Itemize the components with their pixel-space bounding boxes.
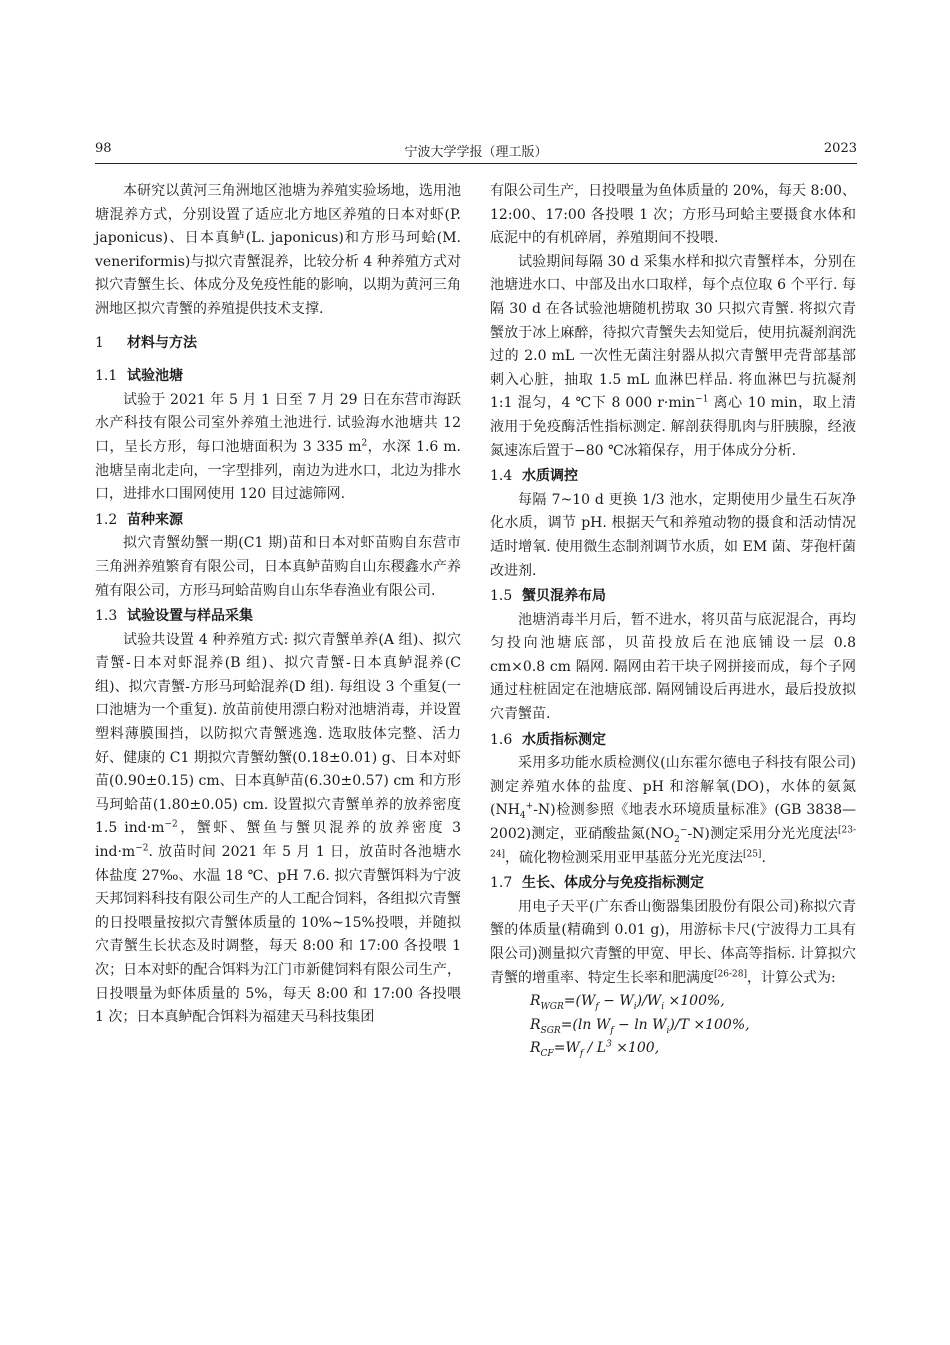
text-run: =(ln W [560,1016,611,1033]
text-run: =(W [563,993,596,1010]
formula-wgr [490,990,856,1014]
subscript: SGR [540,1025,561,1036]
section-1-6-heading [490,729,856,753]
text-run: R [530,993,541,1010]
section-1-1-paragraph [95,389,461,507]
subscript: CF [540,1049,554,1060]
section-1-heading [95,332,461,356]
text-run: -N)测定采用分光光度法 [687,826,838,843]
subscript: i [666,1025,670,1036]
superscript: −2 [164,819,178,830]
subscript: f [595,1001,599,1012]
section-1-3-heading [95,605,461,629]
superscript: −1 [695,394,709,405]
formula-sgr [490,1014,856,1038]
text-run: ×100%, [664,993,725,1010]
text-run: . 放苗时间 2021 年 5 月 1 日，放苗时各池塘水体盐度 27‰、水温 18 ℃、pH 7.6. 拟穴青蟹饵料为宁波天邦饲料科技有限公司生产的人工配合饲料，各组拟穴青蟹的日投喂量按拟穴青蟹体质量的 10%~15%投喂，并随拟穴青蟹生长状态及时调整，每天 8:00 和 17:00 各投喂 1 次；日本对虾的配合饵料为江门市新健饲料有限公司生产，日投喂量为虾体质量的 5%，每天 8:00 和 17:00 各投喂 1 次；日本真鲈配合饵料为福建天马科技集团 [95,844,461,1026]
journal-title: 宁波大学学报（理工版） [404,145,548,160]
superscript: −2 [135,843,149,854]
subscript: i [661,1001,665,1012]
superscript: − [679,825,688,836]
section-1-7-paragraph [490,896,856,990]
section-1-7-heading [490,872,856,896]
section-1-4-title: 水质调控 [522,468,578,485]
section-1-3-number: 1.3 [95,608,118,625]
citation: [23-24] [490,825,856,859]
text-run: )/W [636,993,662,1010]
running-header [95,141,857,161]
section-1-7-number: 1.7 [490,875,513,892]
subscript: i [633,1001,637,1012]
text-run: − W [598,993,634,1010]
text-run: 试验于 2021 年 5 月 1 日至 7 月 29 日在东营市海跃水产科技有限公司室外养殖土池进行. 试验海水池塘共 12 口，呈长方形，每口池塘面积为 3 335 m [95,391,461,455]
section-1-5-title: 蟹贝混养布局 [522,588,606,605]
subscript: 2 [674,834,680,845]
intro-paragraph: 本研究以黄河三角洲地区池塘为养殖实验场地，选用池塘混养方式，分别设置了适应北方地区养殖的日本对虾(P. japonicus)、日本真鲈(L. japonicus)和方形马珂蛤(M. veneriformis)与拟穴青蟹混养，比较分析 4 种养殖方式对拟穴青蟹生长、体成分及免疫性能的影响，以期为黄河三角洲地区拟穴青蟹的养殖提供技术支撑. [95,183,461,317]
right-column [490,180,856,1061]
formula-cf [490,1037,856,1061]
text-run: ×100, [611,1040,660,1057]
section-1-1-title: 试验池塘 [127,368,183,385]
subscript: f [579,1049,584,1060]
section-1-1-number: 1.1 [95,368,118,385]
text-run: . [761,849,766,866]
left-column [95,180,461,1030]
section-1-number: 1 [95,334,104,351]
subscript: WGR [540,1001,564,1012]
section-1-2-title: 苗种来源 [127,511,183,528]
section-1-3-paragraph [95,629,461,1030]
section-1-4-paragraph: 每隔 7~10 d 更换 1/3 池水，定期使用少量生石灰净化水质，调节 pH. 根据天气和养殖动物的摄食和活动情况适时增氧. 使用微生态制剂调节水质，如 EM 菌、芽孢杆菌改进剂. [490,491,856,579]
superscript: 2 [361,438,368,449]
section-1-6-paragraph [490,752,856,870]
section-1-2-heading [95,509,461,533]
section-1-1-heading [95,365,461,389]
section-1-5-heading [490,585,856,609]
publication-year: 2023 [823,141,857,156]
text-run: 试验期间每隔 30 d 采集水样和拟穴青蟹样本，分别在池塘进水口、中部及出水口取样，每个点位取 6 个平行. 每隔 30 d 在各试验池塘随机捞取 30 只拟穴青蟹. 将拟穴青蟹放于冰上麻醉，待拟穴青蟹失去知觉后，使用抗凝剂润洗过的 2.0 mL 一次性无菌注射器从拟穴青蟹甲壳背部基部刺入心脏，抽取 1.5 mL 血淋巴样品. 将血淋巴与抗凝剂 1:1 混匀，4 ℃下 8 000 r·min [490,253,856,412]
sampling-paragraph [490,251,856,463]
section-1-title: 材料与方法 [127,334,197,351]
text-run: 试验共设置 4 种养殖方式: 拟穴青蟹单养(A 组)、拟穴青蟹-日本对虾混养(B 组)、拟穴青蟹-日本真鲈混养(C 组)、拟穴青蟹-方形马珂蛤混养(D 组). 每组设 3 个重复(一口池塘为一个重复). 放苗前使用漂白粉对池塘消毒，并设置塑料薄膜围挡，以防拟穴青蟹逃逸. 选取肢体完整、活力好、健康的 C1 期拟穴青蟹幼蟹(0.18±0.01) g、日本对虾苗(0.90±0.15) cm、日本真鲈苗(6.30±0.57) cm 和方形马珂蛤苗(1.80±0.05) cm. 设置拟穴青蟹单养的放养密度 1.5 ind·m [95,631,461,837]
text-run: − ln W [613,1016,667,1033]
page-number: 98 [95,141,112,156]
text-run: =W [553,1040,580,1057]
text-run: )/T ×100%, [669,1016,750,1033]
text-run: ，计算公式为: [746,969,836,986]
section-1-2-number: 1.2 [95,511,118,528]
text-run: / L [583,1040,607,1057]
section-1-4-number: 1.4 [490,468,513,485]
text-run: 离心 10 min，取上清液用于免疫酶活性指标测定. 解剖获得肌肉与肝胰腺，经液氮速冻后置于−80 ℃冰箱保存，用于体成分分析. [490,395,856,459]
header-rule [95,163,857,164]
section-1-6-title: 水质指标测定 [522,731,606,748]
text-run: -N)检测参照《地表水环境质量标准》(GB 3838—2002)测定，亚硝酸盐氮(NO [490,802,856,843]
text-run: ，水深 1.6 m. 池塘呈南北走向，一字型排列，南边为进水口，北边为排水口，进排水口围网使用 120 目过滤筛网. [95,438,461,503]
section-1-3-title: 试验设置与样品采集 [127,608,253,625]
text-run: 用电子天平(广东香山衡器集团股份有限公司)称拟穴青蟹的体质量(精确到 0.01 g)，用游标卡尺(宁波得力工具有限公司)测量拟穴青蟹的甲宽、甲长、体高等指标. 计算拟穴青蟹的增重率、特定生长率和肥满度 [490,898,856,986]
citation: [25] [742,848,762,859]
text-run: R [530,1016,541,1033]
text-run: R [530,1040,541,1057]
section-1-5-paragraph: 池塘消毒半月后，暂不进水，将贝苗与底泥混合，再均匀投向池塘底部，贝苗投放后在池底铺设一层 0.8 cm×0.8 cm 隔网. 隔网由若干块子网拼接而成，每个子网通过柱桩固定在池塘底部. 隔网铺设后再进水，最后投放拟穴青蟹苗. [490,611,856,723]
section-1-4-heading [490,465,856,489]
text-run: 采用多功能水质检测仪(山东霍尔德电子科技有限公司)测定养殖水体的盐度、pH 和溶解氧(DO)，水体的氨氮(NH [490,755,856,819]
subscript: f [610,1025,614,1036]
section-1-2-paragraph: 拟穴青蟹幼蟹一期(C1 期)苗和日本对虾苗购自东营市三角洲养殖繁育有限公司，日本真鲈苗购自山东稷鑫水产养殖有限公司，方形马珂蛤苗购自山东华春渔业有限公司. [95,535,461,599]
section-1-5-number: 1.5 [490,588,513,605]
superscript: 3 [606,1039,612,1050]
citation: [26-28] [714,968,747,979]
continued-paragraph: 有限公司生产，日投喂量为鱼体质量的 20%，每天 8:00、12:00、17:00 各投喂 1 次；方形马珂蛤主要摄食水体和底泥中的有机碎屑，养殖期间不投喂. [490,183,856,247]
subscript: 4 [519,811,526,822]
text-run: ，硫化物检测采用亚甲基蓝分光光度法 [504,849,743,866]
text-run: ，蟹虾、蟹鱼与蟹贝混养的放养密度 3 ind·m [95,820,461,861]
section-1-6-number: 1.6 [490,731,513,748]
superscript: + [525,801,534,812]
section-1-7-title: 生长、体成分与免疫指标测定 [522,875,704,892]
